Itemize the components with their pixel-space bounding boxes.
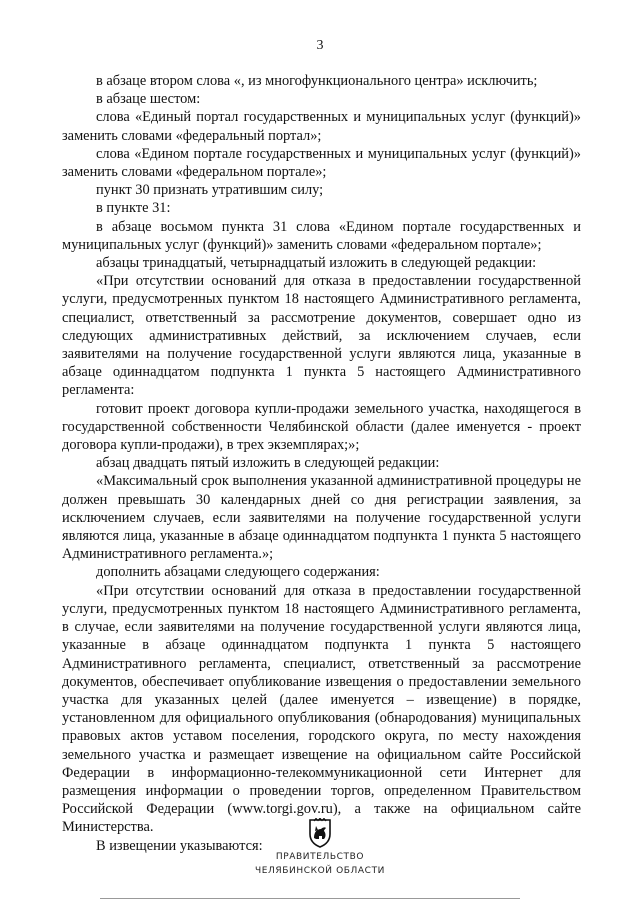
paragraph: в абзаце шестом: [96, 91, 201, 108]
organization-name-line-2: ЧЕЛЯБИНСКОЙ ОБЛАСТИ [255, 866, 385, 876]
footer-emblem [0, 818, 640, 853]
page-number: 3 [316, 38, 324, 53]
paragraph: абзац двадцать пятый изложить в следующей редакции: [96, 455, 440, 472]
chelyabinsk-coat-of-arms-icon [307, 818, 333, 848]
paragraph: пункт 30 признать утратившим силу; [96, 182, 324, 199]
paragraph: «Максимальный срок выполнения указанной административной процедуры не должен превышать 30 календарных дней со дня регистрации заявления, за исключением случаев, если заявителями на получение государственной услуги являются лица, указанные в абзаце одиннадцатом подпункта 1 пункта 5 настоящего Административного регламента.»; [62, 473, 581, 563]
paragraph: абзацы тринадцатый, четырнадцатый изложить в следующей редакции: [96, 255, 537, 272]
paragraph: «При отсутствии оснований для отказа в предоставлении государственной услуги, предусмотренных пунктом 18 настоящего Административного регламента, специалист, ответственный за рассмотрение документов, совершает одно из следующих административных действий, за исключением случаев, если заявителями на получение государственной услуги являются лица, указанные в абзаце одиннадцатом подпункта 1 пункта 5 настоящего Административного регламента: [62, 273, 581, 399]
paragraph: «При отсутствии оснований для отказа в предоставлении государственной услуги, предусмотренных пунктом 18 настоящего Административного регламента, в случае, если заявителями на получение государственной услуги являются лица, указанные в абзаце одиннадцатом подпункта 1 пункта 5 настоящего Административного регламента, специалист, ответственный за рассмотрение документов, обеспечивает опубликование извещения о предоставлении земельного участка для указанных целей (далее именуется – извещение) в порядке, установленном для официального опубликования (обнародования) муниципальных правовых актов уставом поселения, городского округа, по месту нахождения земельного участка и размещает извещение на официальном сайте Российской Федерации в информационно-телекоммуникационной сети Интернет для размещения информации о проведении торгов, определенном Правительством Российской Федерации (www.torgi.gov.ru), а также на официальном сайте Министерства. [62, 582, 581, 836]
paragraph: слова «Единый портал государственных и муниципальных услуг (функций)» заменить словами «федеральный портал»; [62, 109, 581, 144]
paragraph: слова «Едином портале государственных и муниципальных услуг (функций)» заменить словами «федеральном портале»; [62, 145, 581, 181]
paragraph: В извещении указываются: [96, 837, 263, 854]
document-body [62, 72, 581, 855]
paragraph: в абзаце втором слова «, из многофункционального центра» исключить; [96, 73, 538, 89]
paragraph: готовит проект договора купли-продажи земельного участка, находящегося в государственной собственности Челябинской области (далее именуется - проект договора купли-продажи), в трех экземплярах;»; [62, 400, 581, 454]
paragraph: дополнить абзацами следующего содержания: [96, 564, 380, 581]
bottom-divider [100, 898, 520, 899]
paragraph: в пункте 31: [96, 200, 171, 217]
organization-name-line-1: ПРАВИТЕЛЬСТВО [275, 852, 365, 862]
paragraph: в абзаце восьмом пункта 31 слова «Едином портале государственных и муниципальных услуг (функций)» заменить словами «федеральном портале»; [62, 218, 581, 253]
